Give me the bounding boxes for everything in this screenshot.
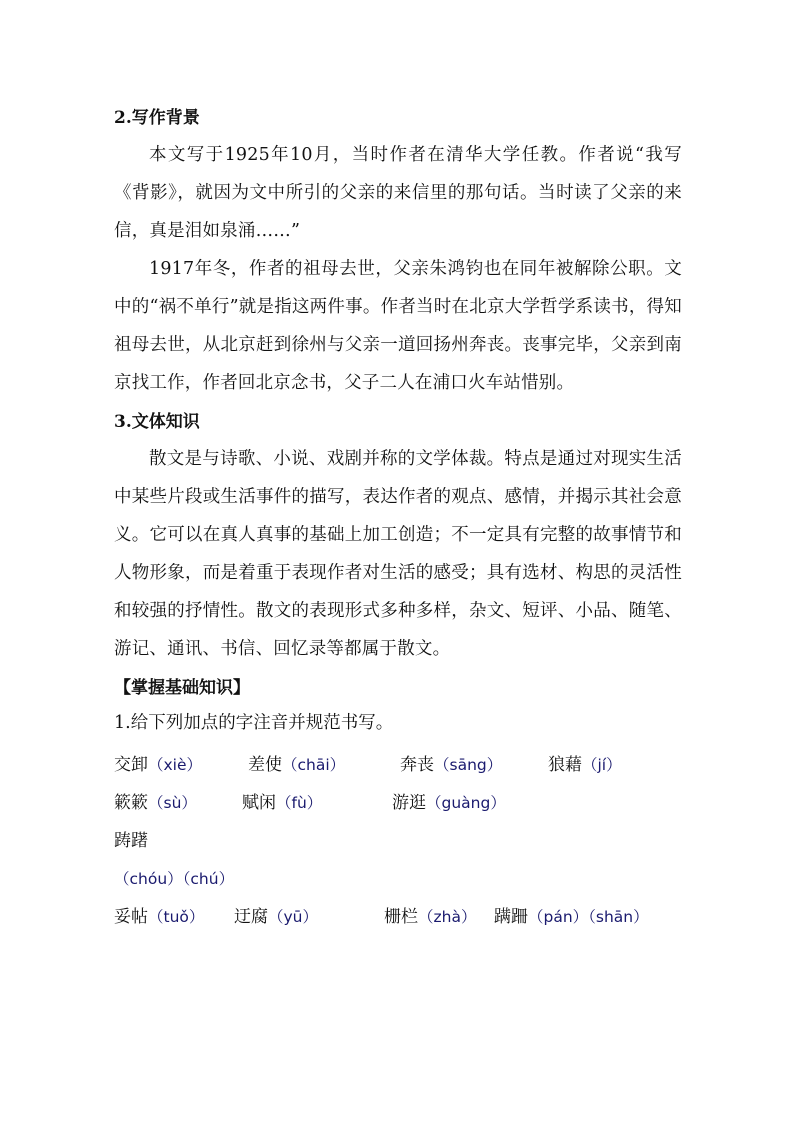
vocab-word: 踌躇 — [114, 831, 148, 851]
vocab-row-1 — [114, 746, 682, 784]
vocab-pinyin: （pán）（shān） — [528, 908, 649, 926]
vocab-row-3 — [114, 898, 682, 936]
section-heading-background: 2.写作背景 — [114, 108, 200, 128]
vocab-item — [114, 898, 234, 936]
vocab-pinyin: （chóu）（chú） — [114, 870, 235, 888]
vocab-item — [242, 784, 392, 822]
vocab-pinyin: （chāi） — [282, 756, 346, 774]
vocab-word: 迂腐 — [234, 907, 268, 927]
section-heading-genre: 3.文体知识 — [114, 412, 200, 432]
vocab-item — [384, 898, 494, 936]
document-content — [114, 104, 682, 936]
vocab-word: 赋闲 — [242, 793, 276, 813]
vocab-pinyin: （guàng） — [426, 794, 506, 812]
basics-title: 【掌握基础知识】 — [114, 678, 250, 698]
vocab-pinyin: （yū） — [268, 908, 318, 926]
vocab-item — [494, 898, 649, 936]
vocab-item — [392, 784, 536, 822]
vocab-word: 交卸 — [114, 755, 148, 775]
vocab-pinyin: （tuǒ） — [148, 908, 205, 926]
vocab-pinyin: （fù） — [276, 794, 323, 812]
vocab-pinyin: （sù） — [148, 794, 197, 812]
vocab-pinyin: （xiè） — [148, 756, 203, 774]
vocab-pinyin: （zhà） — [418, 908, 477, 926]
vocab-item — [114, 784, 242, 822]
vocab-pinyin: （sāng） — [434, 756, 503, 774]
background-paragraph-1: 本文写于1925年10月，当时作者在清华大学任教。作者说“我写《背影》，就因为文中所引的父亲的来信里的那句话。当时读了父亲的来信，真是泪如泉涌……” — [114, 145, 682, 241]
vocab-word: 奔丧 — [400, 755, 434, 775]
vocab-word: 妥帖 — [114, 907, 148, 927]
vocab-item — [548, 746, 678, 784]
background-paragraph-2: 1917年冬，作者的祖母去世，父亲朱鸿钧也在同年被解除公职。文中的“祸不单行”就是指这两件事。作者当时在北京大学哲学系读书，得知祖母去世，从北京赶到徐州与父亲一道回扬州奔丧。丧事完毕，父亲到南京找工作，作者回北京念书，父子二人在浦口火车站惜别。 — [114, 259, 682, 393]
vocab-row-2 — [114, 784, 682, 898]
vocab-item — [114, 822, 262, 898]
basics-task: 1.给下列加点的字注音并规范书写。 — [114, 713, 394, 733]
vocab-word: 游逛 — [392, 793, 426, 813]
vocab-pinyin: （jí） — [582, 756, 622, 774]
vocab-item — [114, 746, 248, 784]
genre-paragraph-1: 散文是与诗歌、小说、戏剧并称的文学体裁。特点是通过对现实生活中某些片段或生活事件的描写，表达作者的观点、感情，并揭示其社会意义。它可以在真人真事的基础上加工创造；不一定具有完整的故事情节和人物形象，而是着重于表现作者对生活的感受；具有选材、构思的灵活性和较强的抒情性。散文的表现形式多种多样，杂文、短评、小品、随笔、游记、通讯、书信、回忆录等都属于散文。 — [114, 449, 682, 659]
vocab-item — [400, 746, 548, 784]
vocab-word: 狼藉 — [548, 755, 582, 775]
vocab-word: 差使 — [248, 755, 282, 775]
vocab-word: 蹒跚 — [494, 907, 528, 927]
vocab-item — [248, 746, 400, 784]
vocab-word: 栅栏 — [384, 907, 418, 927]
vocab-item — [234, 898, 384, 936]
vocab-word: 簌簌 — [114, 793, 148, 813]
